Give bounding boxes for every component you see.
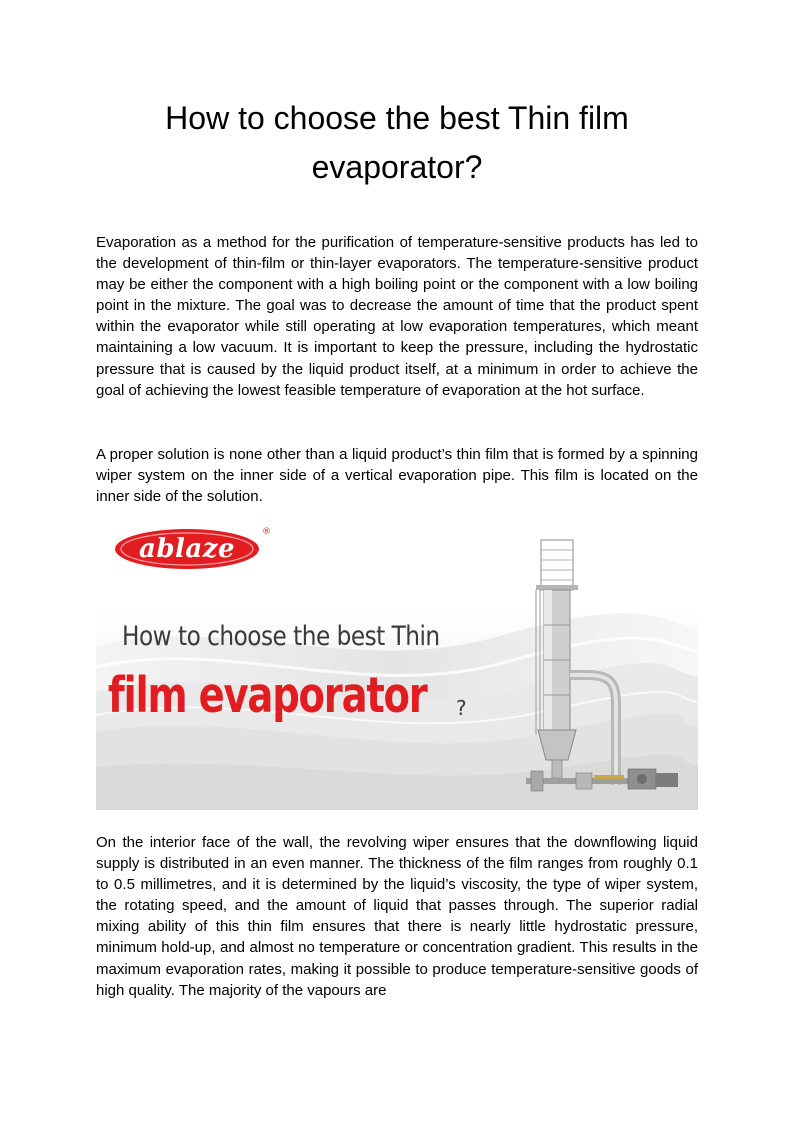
banner-headline-line1: How to choose the best Thin [122, 621, 440, 652]
body-paragraph: A proper solution is none other than a liquid product’s thin film that is formed by a spinning wiper system on the inner side of a vertical evaporation pipe. This film is located on the inner side of the solution. [96, 446, 698, 506]
evaporator-plant-illustration [516, 535, 686, 805]
body-paragraph: Evaporation as a method for the purification of temperature-sensitive products has led to the development of thin-film or thin-layer evaporators. The temperature-sensitive product may be either the component with a high boiling point or the component with a low boiling point in the mixture. The goal was to decrease the amount of time that the product spent within the evaporator while still operating at low evaporation temperatures, which meant maintaining a low vacuum. It is important to keep the pressure, including the hydrostatic pressure that is caused by the liquid product itself, at a minimum in order to achieve the goal of achieving the lowest feasible temperature of evaporation at the hot surface. [96, 234, 698, 399]
banner-question-mark: ? [456, 696, 467, 720]
page-title: How to choose the best Thin film evaporator? [165, 100, 629, 185]
registered-mark: ® [262, 527, 271, 537]
banner-headline-line2 [108, 667, 497, 725]
article-banner-image [96, 517, 698, 810]
ablaze-logo [114, 528, 274, 576]
logo-text: ablaze [138, 534, 236, 564]
body-paragraph: On the interior face of the wall, the revolving wiper ensures that the downflowing liquid supply is distributed in an even manner. The thickness of the film ranges from roughly 0.1 to 0.5 millimetres, and it is determined by the liquid’s viscosity, the type of wiper system, the rotating speed, and the amount of liquid that passes through. The superior radial mixing ability of this thin film ensures that there is nearly little hydrostatic pressure, minimum hold-up, and almost no temperature or concentration gradient. This results in the maximum evaporation rates, making it possible to produce temperature-sensitive goods of high quality. The majority of the vapours are [96, 834, 698, 999]
banner-headline-emphasis: film evaporator [108, 667, 427, 725]
